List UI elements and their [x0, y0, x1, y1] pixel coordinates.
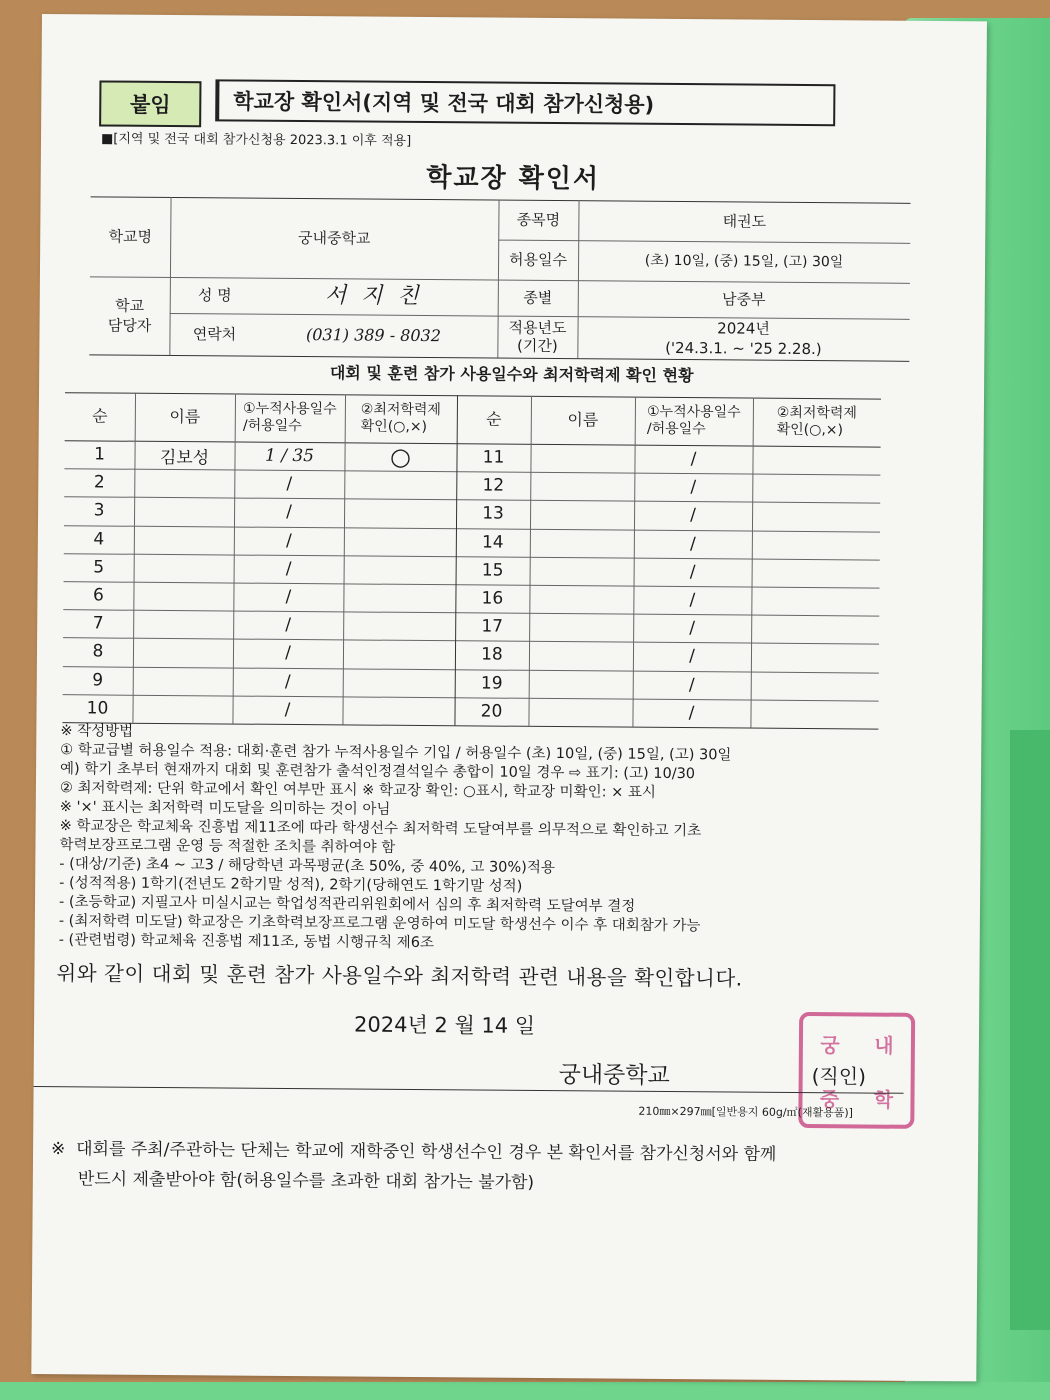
table-cell-check	[342, 696, 454, 725]
table-cell-name	[133, 582, 233, 611]
table-cell-name: 김보성	[159, 447, 210, 468]
table-cell-no: 6	[92, 585, 104, 606]
table-cell-days: /	[688, 674, 695, 695]
table-cell-no: 10	[86, 698, 109, 719]
table-cell-days: /	[286, 502, 293, 523]
table-header-name: 이름	[169, 407, 201, 427]
table-cell-days: /	[285, 643, 291, 664]
table-cell-name	[530, 557, 634, 586]
instruction-line: 예) 학기 초부터 현재까지 대회 및 훈련참가 출석인정결석일수 총합이 10일 경우 ⇨ 표기: (고) 10/30	[60, 761, 696, 783]
footer-note: ※ 대회를 주최/주관하는 단체는 학교에 재학중인 학생선수인 경우 본 확인서를 참가신청서와 함께 반드시 제출받아야 함(허용일수를 초과한 대회 참가는 불가함)	[50, 1139, 777, 1193]
table-cell-name	[134, 497, 234, 526]
table-cell-name	[133, 666, 233, 695]
table-cell-days: /	[689, 590, 696, 611]
instruction-line: - (초등학교) 지필고사 미실시교는 학업성적관리위원회에서 심의 후 최저학력 도달여부 결정	[58, 894, 636, 915]
table-header-days: ①누적사용일수 /허용일수	[242, 400, 337, 435]
attachment-label: 붙임	[99, 80, 201, 127]
event-value: 태권도	[722, 212, 767, 231]
table-cell-days: /	[285, 615, 292, 636]
table-cell-name	[528, 698, 632, 727]
table-cell-check	[752, 446, 880, 475]
table-header-check: ②최저학력제 확인(○,×)	[776, 404, 858, 439]
table-cell-name	[530, 444, 634, 473]
seal-char: 내	[874, 1033, 894, 1058]
table-cell-days: 1 / 35	[264, 445, 315, 467]
table-cell-no: 2	[93, 472, 105, 493]
issue-date: 2024년 2 월 14 일	[353, 1012, 536, 1038]
table-cell-no: 19	[480, 673, 503, 694]
table-cell-name	[530, 500, 634, 529]
instruction-line: ① 학교급별 허용일수 적용: 대회·훈련 참가 누적사용일수 기입 / 허용일수 (초) 10일, (중) 15일, (고) 30일	[60, 742, 732, 764]
table-cell-check	[751, 615, 879, 644]
table-cell-name	[133, 610, 233, 639]
table-cell-check	[752, 558, 880, 587]
table-cell-name	[134, 554, 234, 583]
folder-bottom-edge	[0, 1382, 1050, 1400]
table-cell-days: /	[285, 530, 292, 551]
table-subtitle: 대회 및 훈련 참가 사용일수와 최저학력제 확인 현황	[329, 363, 694, 386]
table-cell-check	[343, 668, 455, 697]
table-header-name: 이름	[567, 410, 599, 430]
manager-label: 학교 담당자	[107, 296, 152, 335]
category-label: 종별	[523, 288, 553, 307]
main-title: 학교장 확인서	[426, 163, 601, 195]
folder-pocket	[1010, 730, 1050, 1330]
table-cell-check	[343, 640, 455, 669]
table-cell-no: 7	[92, 613, 104, 634]
instructions	[59, 722, 941, 957]
category-value: 남중부	[721, 290, 766, 309]
table-cell-days: /	[285, 558, 292, 579]
table-cell-days: /	[689, 533, 696, 554]
table-header-no: 순	[92, 406, 108, 426]
table-cell-check	[344, 555, 456, 584]
table-cell-days: /	[689, 561, 696, 583]
event-label: 종목명	[516, 210, 561, 229]
seal-char: 학	[873, 1087, 894, 1112]
table-cell-check	[752, 474, 880, 503]
table-header-days: ①누적사용일수 /허용일수	[646, 403, 741, 438]
confirmation-statement: 위와 같이 대회 및 훈련 참가 사용일수와 최저학력 관련 내용을 확인합니다.	[56, 961, 743, 991]
table-cell-name	[134, 525, 234, 554]
table-cell-name	[529, 613, 633, 642]
seal-char: 중	[819, 1086, 840, 1111]
table-cell-check	[344, 471, 456, 500]
table-cell-name	[529, 585, 633, 614]
instruction-line: ※ 작성방법	[60, 723, 134, 740]
table-cell-name	[133, 638, 233, 667]
person-name-value: 서 지 친	[324, 283, 423, 310]
table-cell-check	[751, 643, 879, 672]
allowed-days-value: (초) 10일, (중) 15일, (고) 30일	[644, 252, 844, 270]
table-cell-check	[344, 527, 456, 556]
signing-school-name: 궁내중학교	[558, 1062, 670, 1089]
document-page	[31, 14, 987, 1381]
table-cell-no: 15	[481, 560, 504, 581]
table-cell-no: 14	[481, 532, 504, 553]
table-cell-name	[530, 528, 634, 557]
table-cell-no: 11	[482, 447, 505, 468]
table-cell-check	[752, 502, 880, 531]
contact-label: 연락처	[192, 325, 237, 344]
table-cell-days: /	[284, 671, 291, 692]
table-cell-no: 5	[93, 557, 105, 578]
contact-value: (031) 389 - 8032	[305, 325, 442, 346]
table-cell-no: 12	[482, 475, 505, 496]
table-header-check: ②최저학력제 확인(○,×)	[360, 401, 442, 436]
year-label: 적용년도 (기간)	[508, 318, 567, 356]
table-cell-days: /	[285, 587, 292, 608]
box-title: 학교장 확인서(지역 및 전국 대회 참가신청용)	[215, 79, 835, 126]
table-cell-days: /	[286, 474, 293, 495]
table-cell-no: 1	[94, 444, 106, 465]
table-cell-no: 16	[481, 588, 504, 609]
table-cell-days: /	[689, 646, 695, 667]
table-cell-days: /	[690, 505, 697, 526]
table-cell-no: 8	[92, 641, 104, 662]
table-cell-days: /	[284, 699, 291, 720]
table-cell-check	[343, 583, 455, 612]
table-cell-check	[751, 587, 879, 616]
person-name-label: 성 명	[197, 286, 232, 305]
seal-char: 궁	[820, 1032, 840, 1057]
year-value: 2024년	[717, 319, 770, 338]
instruction-line: ※ '×' 표시는 최저학력 미도달을 의미하는 것이 아님	[59, 799, 391, 818]
table-cell-days: /	[690, 449, 697, 470]
table-cell-no: 9	[92, 670, 104, 691]
table-cell-check	[750, 699, 878, 728]
table-cell-no: 18	[481, 644, 503, 666]
instruction-line: - (대상/기준) 초4 ~ 고3 / 해당학년 과목평균(초 50%, 중 40%, 고 30%)적용	[59, 856, 555, 877]
instruction-line: - (최저학력 미도달) 학교장은 기초학력보장프로그램 운영하여 미도달 학생선수 이수 후 대회참가 가능	[58, 913, 701, 935]
instruction-line: ② 최저학력제: 단위 학교에서 확인 여부만 표시 ※ 학교장 확인: ○표시, 학교장 미확인: × 표시	[59, 780, 656, 801]
table-cell-name	[132, 695, 232, 724]
paper-size-note: 210㎜×297㎜[일반용지 60g/㎡(재활용품)]	[638, 1104, 854, 1120]
table-cell-check	[344, 499, 456, 528]
period-value: ('24.3.1. ~ '25 2.28.)	[665, 338, 822, 359]
table-cell-name	[529, 641, 633, 670]
table-cell-days: /	[690, 477, 697, 498]
table-cell-no: 13	[482, 503, 504, 525]
school-name-value: 궁내중학교	[297, 228, 371, 248]
table-cell-days: /	[688, 702, 695, 724]
table-cell-name	[530, 472, 634, 501]
instruction-line: - (성적적용) 1학기(전년도 2학기말 성적), 2학기(당해연도 1학기말 성적)	[59, 875, 523, 895]
table-cell-name	[529, 669, 633, 698]
footer-divider	[34, 1086, 904, 1094]
instruction-line: ※ 학교장은 학교체육 진흥법 제11조에 따라 학생선수 최저학력 도달여부를 의무적으로 확인하고 기초	[59, 818, 702, 840]
table-cell-days: /	[689, 618, 696, 639]
table-header-no: 순	[486, 409, 502, 429]
table-cell-no: 20	[480, 701, 503, 722]
table-cell-check	[752, 530, 880, 559]
table-cell-check	[343, 612, 455, 641]
allowed-days-label: 허용일수	[509, 250, 568, 270]
instruction-line: 학력보장프로그램 운영 등 적절한 조치를 취하여야 함	[59, 837, 396, 856]
table-cell-no: 4	[93, 529, 105, 550]
seal-label: (직인)	[811, 1064, 867, 1089]
table-cell-no: 17	[481, 616, 504, 637]
school-name-label: 학교명	[108, 227, 153, 246]
table-cell-check: ○	[389, 442, 412, 472]
table-cell-no: 3	[93, 500, 105, 521]
instruction-line: - (관련법령) 학교체육 진흥법 제11조, 동법 시행규칙 제6조	[58, 932, 435, 952]
table-cell-name	[134, 469, 234, 498]
applicability-note: ■[지역 및 전국 대회 참가신청용 2023.3.1 이후 적용]	[100, 131, 412, 149]
table-cell-check	[751, 671, 879, 700]
